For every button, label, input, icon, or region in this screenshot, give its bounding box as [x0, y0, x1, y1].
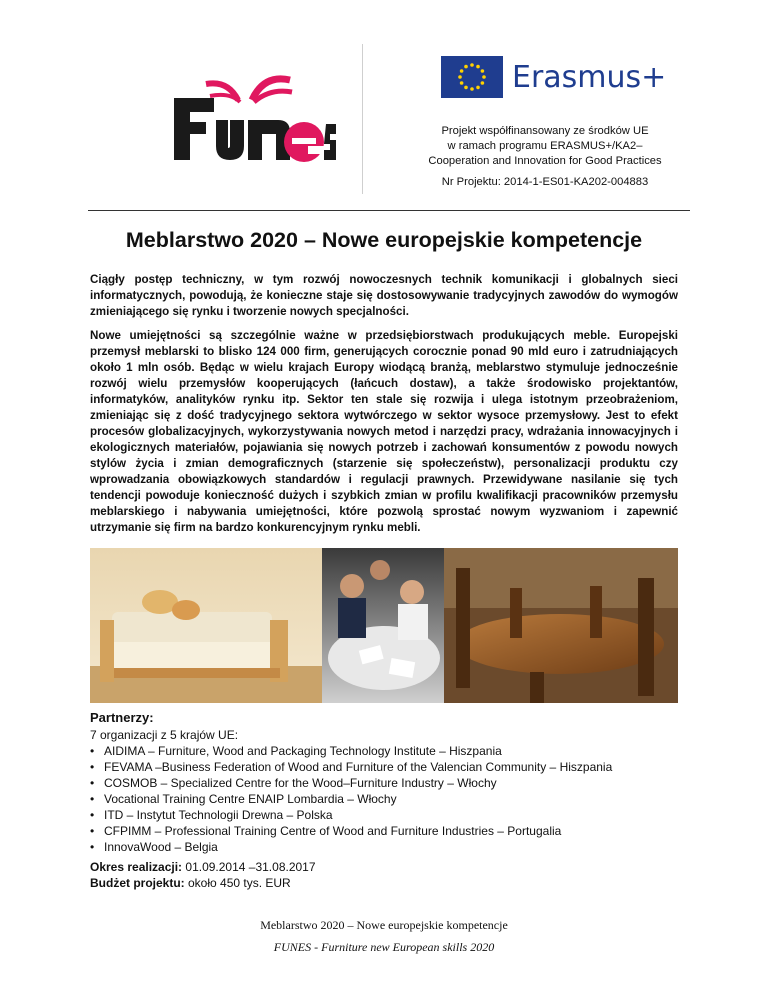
list-item: • AIDIMA – Furniture, Wood and Packaging Technology Institute – Hiszpania [90, 744, 502, 758]
sofa-photo [90, 548, 322, 703]
photo-strip [90, 548, 678, 703]
project-budget: Budżet projektu: około 450 tys. EUR [90, 876, 291, 890]
bullet-icon: • [90, 776, 95, 790]
eu-flag-icon [441, 56, 503, 98]
dining-table-photo [444, 548, 678, 703]
bullet-icon: • [90, 792, 95, 806]
footer-title: Meblarstwo 2020 – Nowe europejskie kompetencje [260, 918, 508, 932]
cofund-line: Projekt współfinansowany ze środków UE [441, 125, 649, 137]
header-rule [88, 210, 690, 211]
list-item: • InnovaWood – Belgia [90, 840, 218, 854]
bullet-icon: • [90, 824, 95, 838]
erasmus-plus-label: Erasmus+ [512, 60, 667, 95]
footer-subtitle: FUNES - Furniture new European skills 2020 [273, 940, 495, 954]
list-item: • COSMOB – Specialized Centre for the Wood–Furniture Industry – Włochy [90, 776, 497, 790]
partners-list [90, 743, 612, 855]
list-item: • ITD – Instytut Technologii Drewna – Polska [90, 808, 333, 822]
body-paragraph: Nowe umiejętności są szczególnie ważne w przedsiębiorstwach produkujących meble. Europejski przemysł meblarski to blisko 124 000 firm, generujących corocznie ponad 90 mld euro i zatrudniających około 1 mln osób. Będąc w wielu krajach Europy wiodącą branżą, meblarstwo stymuluje jednocześnie rozwój wielu przemysłów kooperujących (łańcuch dostaw), a także środowisko projektantów, informatyków, analityków rynku itp. Sektor ten stale się rozwija i ulega istotnym przeobrażeniom, zmieniając się z dość tradycyjnego sektora wytwórczego w sektor wysoce przemysłowy. Jest to efekt procesów globalizacyjnych, wykorzystywania nowych metod i narzędzi pracy, wdrażania innowacyjnych i ekologicznych materiałów, pojawiania się nowych potrzeb i zachowań konsumentów z powodu nowych stylów życia i zmian demograficznych (starzenie się społeczeństw), personalizacji produktu czy wprowadzania obowiązkowych standardów i regulacji prawnych. Przewidywane nasilanie się tych tendencji powoduje konieczność dużych i szybkich zmian w profilu kwalifikacji pracowników przemysłu meblarskiego i nabywania umiejętności, które pozwolą sprostać nowym wyzwaniom i zapewnić utrzymanie się firm na bardzo konkurencyjnym rynku mebli. [90, 329, 678, 534]
bullet-icon: • [90, 760, 95, 774]
bullet-icon: • [90, 744, 95, 758]
bullet-icon: • [90, 840, 95, 854]
partners-heading: Partnerzy: [90, 710, 154, 725]
meeting-photo [322, 548, 444, 703]
bullet-icon: • [90, 808, 95, 822]
project-number: Nr Projektu: 2014-1-ES01-KA202-004883 [441, 176, 649, 188]
page-title: Meblarstwo 2020 – Nowe europejskie kompetencje [125, 228, 643, 252]
list-item: • FEVAMA –Business Federation of Wood and Furniture of the Valencian Community – Hiszpania [90, 760, 613, 774]
cofund-line: w ramach programu ERASMUS+/KA2– [447, 140, 643, 152]
partners-summary: 7 organizacji z 5 krajów UE: [90, 728, 239, 742]
cofund-line: Cooperation and Innovation for Good Practices [428, 155, 662, 167]
header-divider [362, 44, 363, 194]
intro-paragraph: Ciągły postęp techniczny, w tym rozwój nowoczesnych technik komunikacji i globalnych sieci informatycznych, powodują, że konieczne staje się dostosowywanie tradycyjnych zawodów do wymogów zmieniającego się rynku i tworzenie nowych specjalności. [90, 273, 678, 318]
funes-logo [168, 70, 338, 180]
list-item: • Vocational Training Centre ENAIP Lombardia – Włochy [90, 792, 397, 806]
project-period: Okres realizacji: 01.09.2014 –31.08.2017 [90, 860, 316, 874]
list-item: • CFPIMM – Professional Training Centre of Wood and Furniture Industries – Portugalia [90, 824, 562, 838]
